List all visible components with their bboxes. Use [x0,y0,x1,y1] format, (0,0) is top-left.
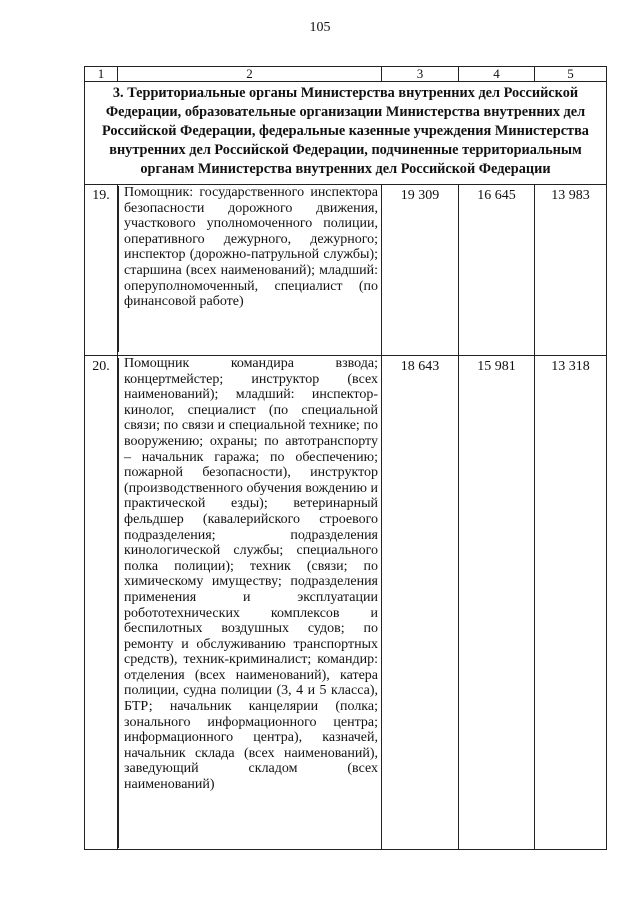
section-title: 3. Территориальные органы Министерства внутренних дел Российской Федерации, образовательные организации Министерства внутренних дел Российской Федерации, федеральные казенные учреждения Министерства внутренних дел Российской Федерации, подчиненные территориальным органам Министерства внутренних дел Российской Федерации [85,82,607,185]
position-description: Помощник: государственного инспектора безопасности дорожного движения, участкового уполномоченного полиции, оперативного дежурного, дежурного; инспектор (дорожно-патрульной службы); старшина (всех наименований); младший: оперуполномоченный, специалист (по финансовой работе) [118,185,382,356]
value-col3: 18 643 [382,356,459,850]
table-row [85,185,607,356]
column-number-4: 4 [459,67,535,82]
column-number-2: 2 [118,67,382,82]
table-row [85,356,607,850]
section-heading-row [85,82,607,185]
column-number-3: 3 [382,67,459,82]
left-margin-rule [118,358,119,848]
salary-table [84,66,607,850]
left-margin-rule [118,186,119,352]
column-number-1: 1 [85,67,118,82]
column-number-row [85,67,607,82]
value-col4: 15 981 [459,356,535,850]
page-number: 105 [309,20,331,35]
position-description: Помощник командира взвода; концертмейстер; инструктор (всех наименований); младший: инспектор-кинолог, специалист (по специальной связи; по связи и специальной технике; по вооружению; охраны; по автотранспорту – начальник гаража; по обеспечению; пожарной безопасности), инструктор (производственного обучения вождению и практической езды); ветеринарный фельдшер (кавалерийского строевого подразделения; подразделения кинологической службы; специального полка полиции); техник (связи; по химическому имуществу; подразделения применения и эксплуатации робототехнических комплексов и беспилотных воздушных судов; по ремонту и обслуживанию транспортных средств), техник-криминалист; командир: отделения (всех наименований), катера полиции, судна полиции (3, 4 и 5 класса), БТР; начальник канцелярии (полка; зонального информационного центра; информационного центра), казначей, начальник склада (всех наименований), заведующий складом (всех наименований) [118,356,382,850]
value-col5: 13 983 [535,185,607,356]
row-number: 20. [85,356,118,850]
column-number-5: 5 [535,67,607,82]
value-col4: 16 645 [459,185,535,356]
value-col5: 13 318 [535,356,607,850]
row-number: 19. [85,185,118,356]
value-col3: 19 309 [382,185,459,356]
